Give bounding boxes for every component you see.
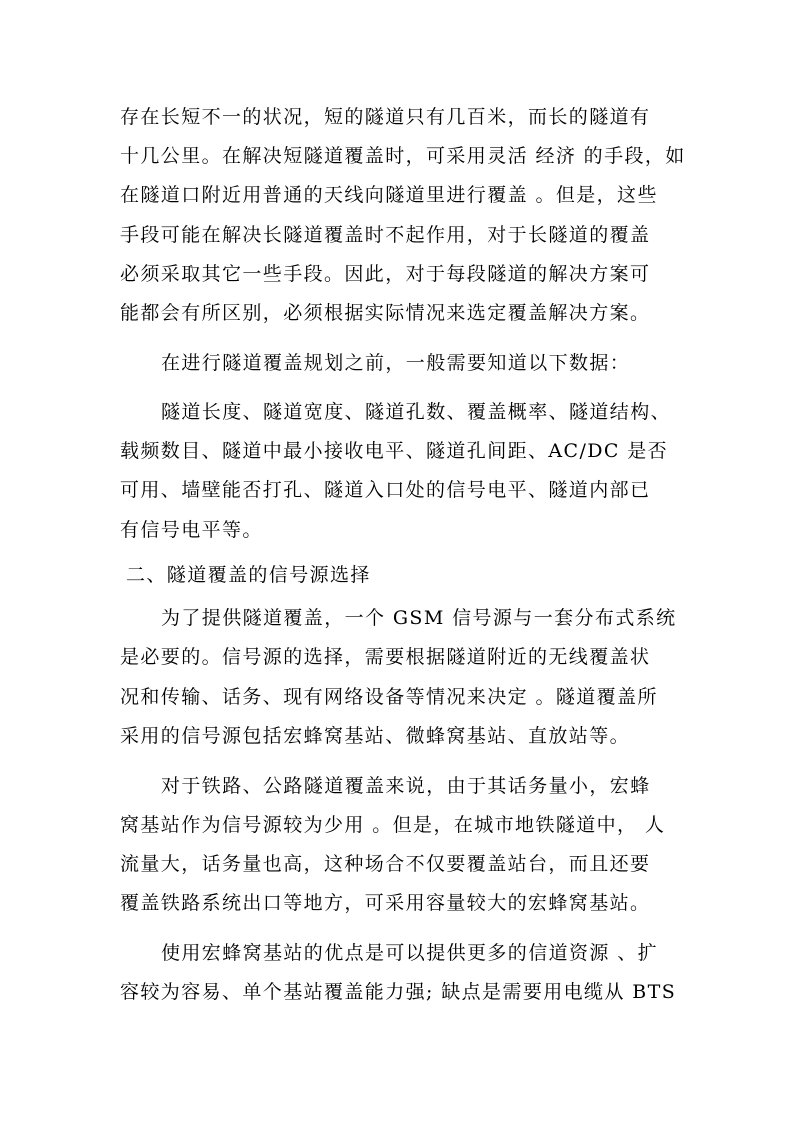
body-text-line: 能都会有所区别，必须根据实际情况来选定覆盖解决方案。 xyxy=(120,302,651,324)
body-text-line: 况和传输、话务、现有网络设备等情况来决定 。隧道覆盖所 xyxy=(120,686,658,708)
paragraph-first-line: 为了提供隧道覆盖，一个 GSM 信号源与一套分布式系统 xyxy=(161,607,677,629)
body-text-line: 覆盖铁路系统出口等地方，可采用容量较大的宏蜂窝基站。 xyxy=(120,892,651,914)
body-text-line: 载频数目、隧道中最小接收电平、隧道孔间距、AC/DC 是否 xyxy=(120,440,669,462)
body-text-line: 采用的信号源包括宏蜂窝基站、微蜂窝基站、直放站等。 xyxy=(120,725,631,747)
body-text-line: 流量大，话务量也高，这种场合不仅要覆盖站台，而且还要 xyxy=(120,853,651,875)
body-text-line: 容较为容易、单个基站覆盖能力强; 缺点是需要用电缆从 BTS xyxy=(120,981,677,1003)
paragraph-first-line: 对于铁路、公路隧道覆盖来说，由于其话务量小，宏蜂 xyxy=(161,775,651,797)
body-text-line: 十几公里。在解决短隧道覆盖时，可采用灵活 经济 的手段，如 xyxy=(120,145,686,167)
paragraph-first-line: 隧道长度、隧道宽度、隧道孔数、覆盖概率、隧道结构、 xyxy=(161,401,672,423)
body-text-line: 可用、墙壁能否打孔、隧道入口处的信号电平、隧道内部已 xyxy=(120,479,651,501)
body-text-line: 在隧道口附近用普通的天线向隧道里进行覆盖 。但是，这些 xyxy=(120,184,658,206)
paragraph-first-line: 在进行隧道覆盖规划之前，一般需要知道以下数据： xyxy=(161,352,631,374)
section-heading: 二、隧道覆盖的信号源选择 xyxy=(126,564,371,586)
body-text-line: 有信号电平等。 xyxy=(120,519,263,541)
body-text-line: 手段可能在解决长隧道覆盖时不起作用，对于长隧道的覆盖 xyxy=(120,224,651,246)
body-text-line: 是必要的。信号源的选择，需要根据隧道附近的无线覆盖状 xyxy=(120,646,651,668)
body-text-line: 窝基站作为信号源较为少用 。但是，在城市地铁隧道中， 人 xyxy=(120,814,666,836)
body-text-line: 必须采取其它一些手段。因此，对于每段隧道的解决方案可 xyxy=(120,263,651,285)
body-text-line: 存在长短不一的状况，短的隧道只有几百米，而长的隧道有 xyxy=(120,106,651,128)
paragraph-first-line: 使用宏蜂窝基站的优点是可以提供更多的信道资源 、扩 xyxy=(161,942,659,964)
